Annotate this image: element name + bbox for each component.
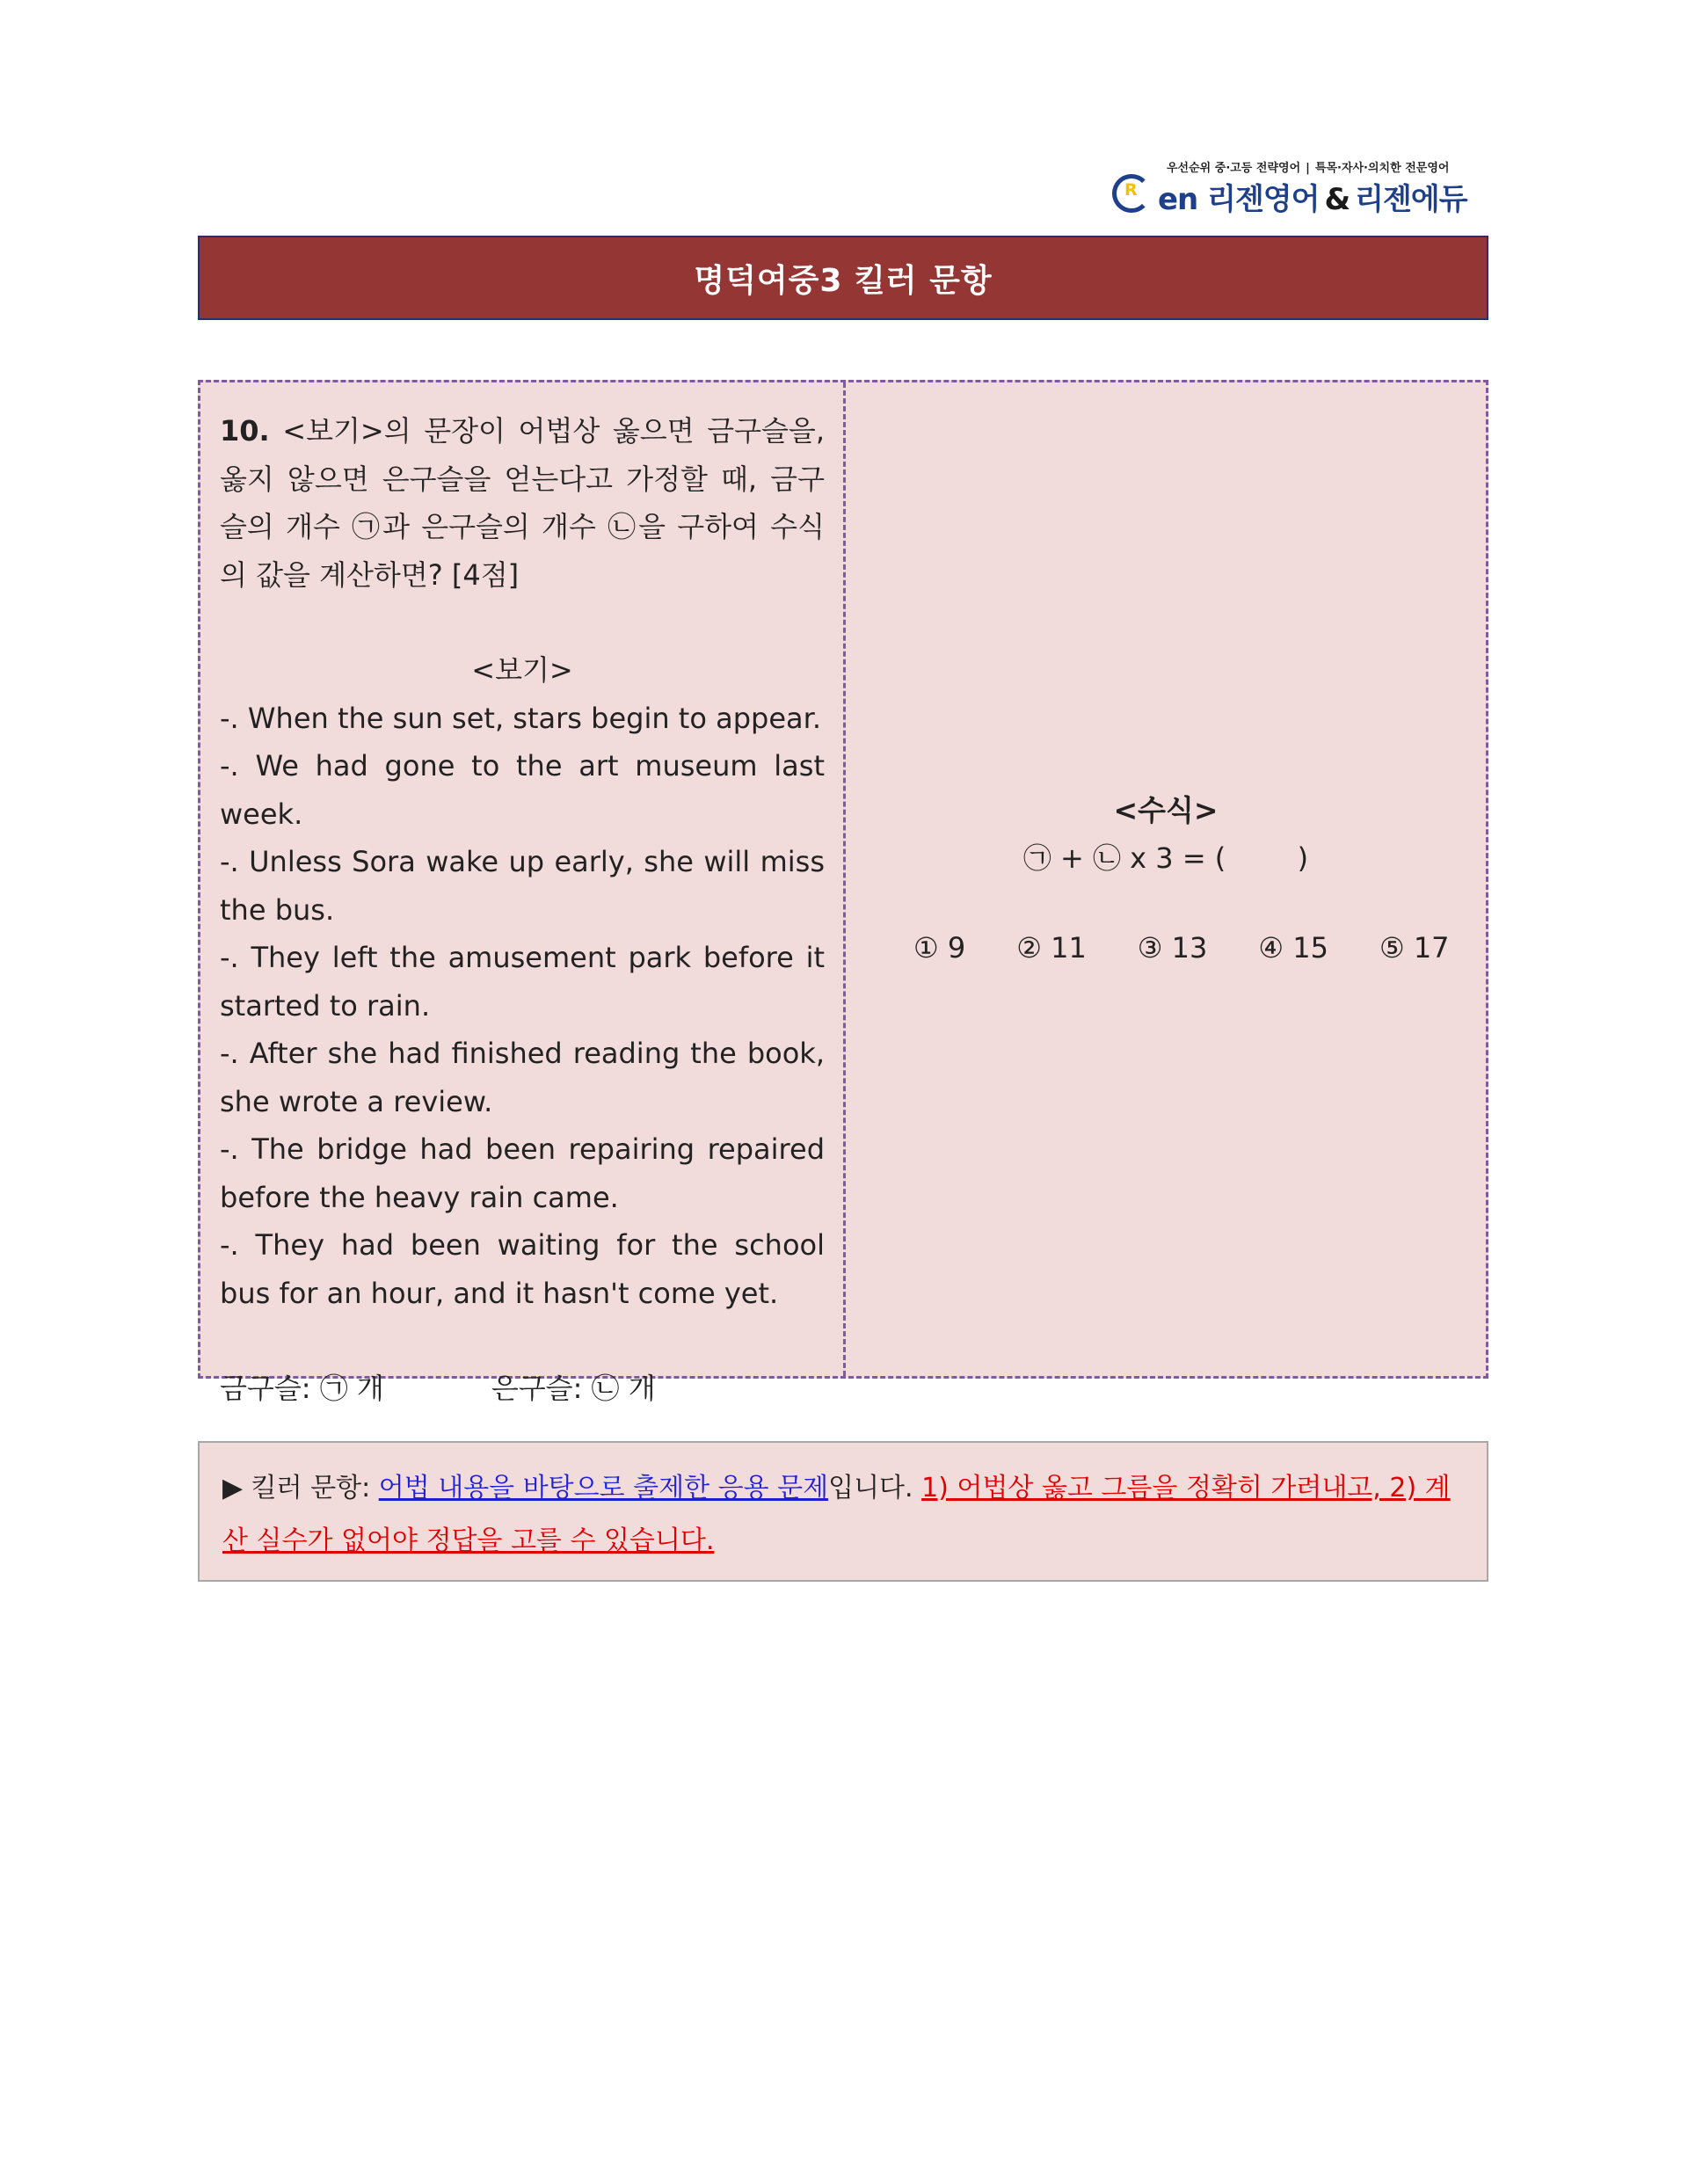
answer-row (220, 1365, 825, 1413)
brand-ko-1: 리젠영어 (1207, 181, 1320, 217)
logo-brand-text (1158, 175, 1467, 218)
choice-2: ② 11 (1016, 931, 1087, 965)
logo-tagline (1167, 158, 1449, 175)
sentence-item: -. When the sun set, stars begin to appear. (220, 701, 821, 735)
formula-expression: ㉠ + ㉡ x 3 = ( ) (1022, 841, 1309, 875)
logo-g-icon (1112, 174, 1156, 218)
question-panel (198, 380, 1488, 1405)
sentence-item: -. They had been waiting for the school bus for an hour, and it hasn't come yet. (220, 1228, 825, 1310)
note-red-text: 1) 어법상 옳고 그름을 정확히 가려내고, 2) 계산 실수가 없어야 정답을 고를 수 있습니다. (222, 1473, 1451, 1556)
choice-4: ④ 15 (1258, 931, 1328, 965)
question-column (220, 407, 825, 1413)
killer-note (198, 1441, 1488, 1582)
sentence-item: -. After she had finished reading the book, she wrote a review. (220, 1037, 825, 1118)
sentence-item: -. They left the amusement park before it started to rain. (220, 941, 825, 1023)
choice-3: ③ 13 (1137, 931, 1208, 965)
page-title: 명덕여중3 킬러 문항 (198, 236, 1488, 320)
formula-column (846, 382, 1486, 1376)
sentence-item: -. The bridge had been repairing repaired before the heavy rain came. (220, 1132, 825, 1214)
question-number: 10. (220, 414, 270, 448)
gold-count-label: 금구슬: ㉠ 개 (220, 1372, 384, 1405)
tagline-left: 우선순위 중·고등 전략영어 (1167, 162, 1301, 175)
silver-count-label: 은구슬: ㉡ 개 (491, 1372, 656, 1405)
brand-logo (1112, 148, 1486, 218)
logo-wordmark (1112, 174, 1467, 218)
note-middle: 입니다. (828, 1473, 922, 1503)
choice-5: ⑤ 17 (1379, 931, 1450, 965)
tagline-right: 특목·자사·의치한 전문영어 (1314, 162, 1450, 175)
sentence-item: -. Unless Sora wake up early, she will miss the bus. (220, 845, 825, 927)
note-blue-text: 어법 내용을 바탕으로 출제한 응용 문제 (378, 1473, 829, 1503)
sentence-item: -. We had gone to the art museum last week. (220, 749, 825, 831)
brand-amp: & (1324, 181, 1350, 217)
question-stem (220, 407, 825, 599)
bogi-title: <보기> (471, 653, 573, 687)
brand-en: en (1158, 181, 1198, 217)
tagline-separator: | (1306, 162, 1310, 175)
note-prefix: ▶ 킬러 문항: (222, 1473, 379, 1503)
choice-1: ① 9 (913, 931, 966, 965)
question-text: <보기>의 문장이 어법상 옳으면 금구슬을, 옳지 않으면 은구슬을 얻는다고 가정할 때, 금구슬의 개수 ㉠과 은구슬의 개수 ㉡을 구하여 수식의 값을 계산하면? [4점] (220, 414, 826, 592)
brand-ko-2: 리젠에듀 (1355, 181, 1467, 217)
formula-title: <수식> (1113, 793, 1219, 827)
logo-r-badge: R (1124, 180, 1138, 200)
answer-choices (913, 931, 1501, 965)
